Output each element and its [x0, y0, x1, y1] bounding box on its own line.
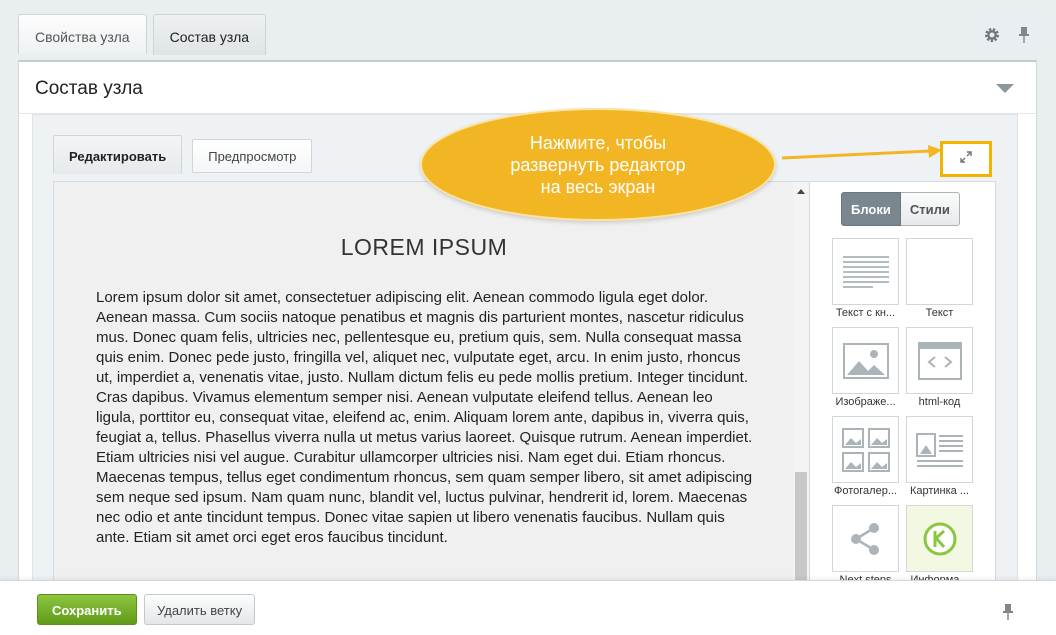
document-canvas[interactable] [53, 181, 810, 593]
expand-icon [959, 150, 973, 169]
scroll-up-icon[interactable] [797, 189, 805, 194]
blocks-sidebar [810, 181, 996, 593]
blank-icon [906, 238, 973, 305]
pin-icon[interactable] [1018, 26, 1030, 44]
footer-bar [0, 580, 1056, 635]
block-label: html-код [918, 396, 961, 408]
block-info[interactable] [906, 505, 973, 587]
block-label: Текст с кн... [835, 307, 896, 319]
block-gallery[interactable] [832, 416, 899, 498]
tab-edit[interactable]: Редактировать [53, 135, 182, 174]
toggle-blocks[interactable]: Блоки [841, 192, 901, 226]
code-icon [906, 327, 973, 394]
block-next-steps[interactable] [832, 505, 899, 587]
gallery-icon [832, 416, 899, 483]
document-heading[interactable]: LOREM IPSUM [340, 234, 508, 260]
image-icon [832, 327, 899, 394]
text-lines-icon [832, 238, 899, 305]
blocks-styles-toggle [841, 192, 960, 226]
tab-preview[interactable]: Предпросмотр [192, 139, 312, 173]
tab-node-content[interactable]: Состав узла [153, 14, 266, 55]
block-picture-text[interactable] [906, 416, 973, 498]
tab-node-properties[interactable]: Свойства узла [18, 14, 147, 54]
block-label: Фотогалер... [834, 485, 897, 497]
picture-text-icon [906, 416, 973, 483]
toggle-styles[interactable]: Стили [901, 192, 960, 226]
panel-title: Состав узла [35, 78, 143, 99]
block-text-button[interactable] [832, 238, 899, 320]
callout-text: Нажмите, чтобы развернуть редактор на весь экран [510, 132, 686, 197]
block-image[interactable] [832, 327, 899, 409]
block-label: Картинка ... [909, 485, 970, 497]
block-text[interactable] [906, 238, 973, 320]
block-label: Изображе... [835, 396, 896, 408]
node-tabs [18, 14, 266, 54]
fullscreen-button[interactable] [940, 141, 992, 177]
block-html-code[interactable] [906, 327, 973, 409]
gear-icon[interactable] [984, 27, 1000, 43]
collapse-icon[interactable] [996, 84, 1014, 93]
callout-arrow [780, 142, 945, 166]
scrollbar-thumb[interactable] [795, 472, 807, 593]
save-button[interactable]: Сохранить [37, 594, 137, 625]
k-logo-icon [906, 505, 973, 572]
blocks-grid [832, 238, 973, 587]
share-icon [832, 505, 899, 572]
callout-bubble [420, 108, 776, 221]
editor-tabs [53, 135, 312, 174]
top-toolbar [984, 26, 1030, 44]
document-body[interactable]: Lorem ipsum dolor sit amet, consectetuer adipiscing elit. Aenean commodo ligula eget dolor. Aenean massa. Cum sociis natoque penatibus et magnis dis parturient montes, nascetur ridiculus mus. Donec quam felis, ultricies nec, pellentesque eu, pretium quis, sem. Nulla consequat massa quis enim. Donec pede justo, fringilla vel, aliquet nec, vulputate eget, arcu. In enim justo, rhoncus ut, imperdiet a, venenatis vitae, justo. Nullam dictum felis eu pede mollis pretium. Integer tincidunt. Cras dapibus. Vivamus elementum semper nisi. Aenean vulputate eleifend tellus. Aenean leo ligula, porttitor eu, consequat vitae, eleifend ac, enim. Aliquam lorem ante, dapibus in, viverra quis, feugiat a, tellus. Phasellus viverra nulla ut metus varius laoreet. Quisque rutrum. Aenean imperdiet. Etiam ultricies nisi vel augue. Curabitur ullamcorper ultricies nisi. Nam eget dui. Etiam rhoncus. Maecenas tempus, tellus eget condimentum rhoncus, sem quam semper libero, sit amet adipiscing sem neque sed ipsum. Nam quam nunc, blandit vel, luctus pulvinar, hendrerit id, lorem. Maecenas nec odio et ante tincidunt tempus. Donec vitae sapien ut libero venenatis faucibus. Nullam quis ante. Etiam sit amet orci eget eros faucibus tincidunt. [96, 289, 753, 546]
delete-branch-button[interactable]: Удалить ветку [144, 594, 255, 625]
block-label: Текст [925, 307, 954, 319]
document-scrollbar[interactable] [793, 182, 809, 592]
pin-icon[interactable] [1002, 603, 1014, 626]
